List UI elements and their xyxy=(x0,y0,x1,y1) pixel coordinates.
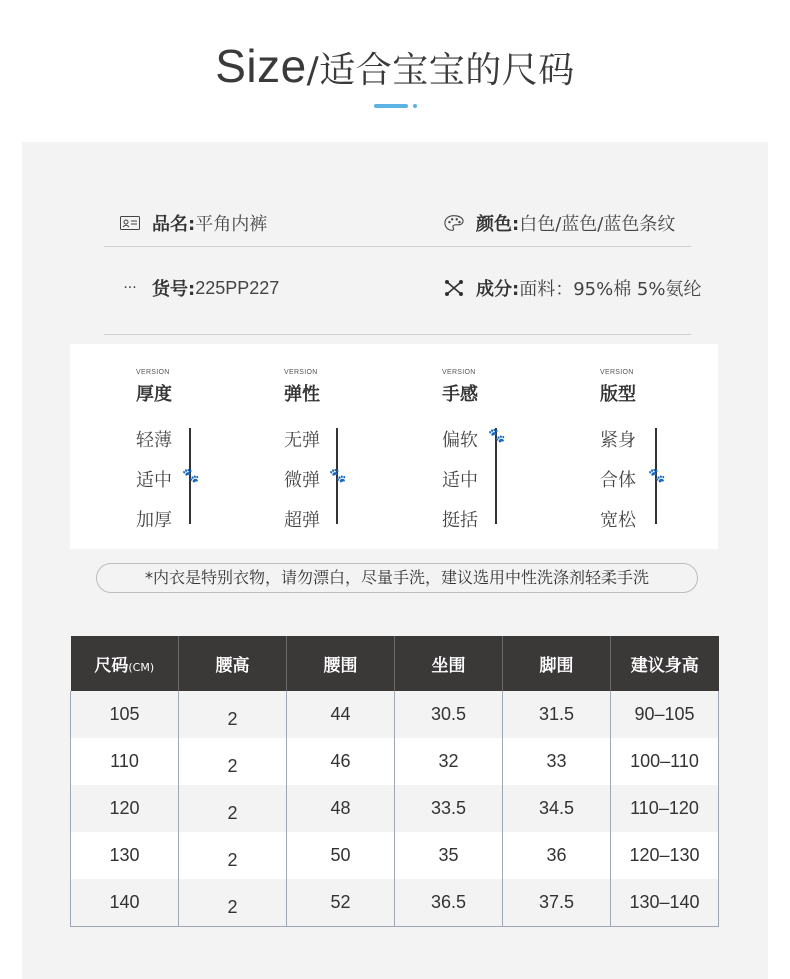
attribute-option: 微弹 xyxy=(284,470,320,491)
attribute-option: 适中 xyxy=(136,470,172,491)
table-cell: 100–110 xyxy=(611,738,719,785)
table-cell: 46 xyxy=(287,738,395,785)
table-cell: 110–120 xyxy=(611,785,719,832)
title-chinese: /适合宝宝的尺码 xyxy=(306,50,575,91)
info-key: 成分: xyxy=(476,279,520,300)
attribute-option: 挺括 xyxy=(442,510,478,531)
attribute-option: 合体 xyxy=(600,470,636,491)
table-cell: 31.5 xyxy=(503,691,611,738)
column-header-waist-height: 腰高 xyxy=(179,636,287,691)
table-header-row xyxy=(71,636,719,691)
table-cell: 50 xyxy=(287,832,395,879)
version-label: VERSION xyxy=(284,369,318,376)
info-value: 白色/蓝色/蓝色条纹 xyxy=(519,214,676,235)
paw-marker-icon: 🐾 xyxy=(488,428,506,444)
version-label: VERSION xyxy=(600,369,634,376)
attribute-option: 适中 xyxy=(442,470,478,491)
info-key: 货号: xyxy=(152,279,196,300)
table-cell: 110 xyxy=(71,738,179,785)
attribute-option: 偏软 xyxy=(442,430,478,451)
info-item-code xyxy=(120,275,279,301)
attribute-heading: 厚度 xyxy=(136,384,172,405)
table-cell: 44 xyxy=(287,691,395,738)
page-title xyxy=(0,38,790,99)
divider xyxy=(104,334,691,335)
info-value: 面料：95%棉 5%氨纶 xyxy=(519,279,702,300)
table-cell: 35 xyxy=(395,832,503,879)
id-card-icon xyxy=(120,215,140,231)
attribute-option: 加厚 xyxy=(136,510,172,531)
column-header-size xyxy=(71,636,179,691)
attribute-heading: 版型 xyxy=(600,384,636,405)
table-row xyxy=(71,738,719,785)
attribute-option: 紧身 xyxy=(600,430,636,451)
paw-marker-icon: 🐾 xyxy=(648,468,666,484)
table-cell: 105 xyxy=(71,691,179,738)
attribute-fit xyxy=(600,344,740,549)
table-cell: 48 xyxy=(287,785,395,832)
table-cell: 120–130 xyxy=(611,832,719,879)
column-header-waist: 腰围 xyxy=(287,636,395,691)
table-cell: 2 xyxy=(179,691,287,738)
info-material xyxy=(444,275,702,301)
attribute-thickness xyxy=(136,344,276,549)
table-cell: 120 xyxy=(71,785,179,832)
info-key: 品名: xyxy=(152,214,196,235)
table-cell: 90–105 xyxy=(611,691,719,738)
attribute-elasticity xyxy=(284,344,424,549)
table-cell: 52 xyxy=(287,879,395,926)
version-label: VERSION xyxy=(136,369,170,376)
info-color xyxy=(444,210,675,236)
info-value: 225PP227 xyxy=(195,277,280,298)
column-header-height: 建议身高 xyxy=(611,636,719,691)
table-cell: 34.5 xyxy=(503,785,611,832)
table-cell: 2 xyxy=(179,738,287,785)
ellipsis-icon: ··· xyxy=(123,280,137,296)
title-english: Size xyxy=(215,40,307,92)
table-cell: 2 xyxy=(179,785,287,832)
table-row xyxy=(71,879,719,926)
paw-marker-icon: 🐾 xyxy=(182,468,200,484)
title-dot xyxy=(413,104,417,108)
info-value: 平角内裤 xyxy=(195,214,268,235)
title-underline xyxy=(374,104,408,108)
table-cell: 33.5 xyxy=(395,785,503,832)
table-cell: 36 xyxy=(503,832,611,879)
fabric-icon xyxy=(444,280,464,296)
info-product-name xyxy=(120,210,267,236)
table-cell: 30.5 xyxy=(395,691,503,738)
attribute-option: 超弹 xyxy=(284,510,320,531)
column-header-leg-opening: 脚围 xyxy=(503,636,611,691)
table-cell: 2 xyxy=(179,832,287,879)
table-cell: 32 xyxy=(395,738,503,785)
attribute-option: 宽松 xyxy=(600,510,636,531)
attribute-heading: 手感 xyxy=(442,384,478,405)
attribute-hand-feel xyxy=(442,344,582,549)
table-row xyxy=(71,785,719,832)
table-row xyxy=(71,832,719,879)
column-header-hip: 坐围 xyxy=(395,636,503,691)
table-cell: 130–140 xyxy=(611,879,719,926)
table-cell: 33 xyxy=(503,738,611,785)
divider xyxy=(104,246,691,247)
unit-label: (CM) xyxy=(128,661,155,674)
size-table xyxy=(70,636,719,927)
care-notice: *内衣是特别衣物，请勿漂白，尽量手洗，建议选用中性洗涤剂轻柔手洗 xyxy=(96,563,698,593)
attribute-option: 无弹 xyxy=(284,430,320,451)
attribute-heading: 弹性 xyxy=(284,384,320,405)
table-row xyxy=(71,691,719,738)
table-cell: 37.5 xyxy=(503,879,611,926)
paw-marker-icon: 🐾 xyxy=(329,468,347,484)
info-key: 颜色: xyxy=(476,214,520,235)
table-cell: 2 xyxy=(179,879,287,926)
table-cell: 140 xyxy=(71,879,179,926)
attribute-box xyxy=(70,344,718,549)
attribute-option: 轻薄 xyxy=(136,430,172,451)
column-header-label: 尺码 xyxy=(94,656,129,676)
table-cell: 130 xyxy=(71,832,179,879)
table-cell: 36.5 xyxy=(395,879,503,926)
version-label: VERSION xyxy=(442,369,476,376)
palette-icon xyxy=(444,215,464,231)
